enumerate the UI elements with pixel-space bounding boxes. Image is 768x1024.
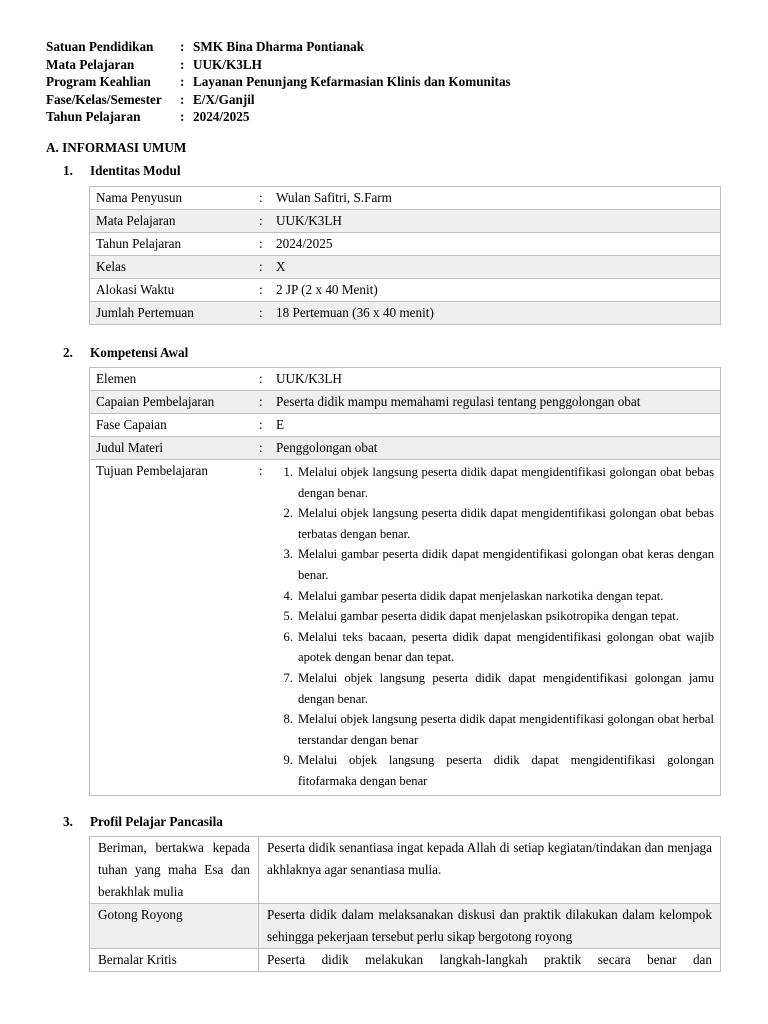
list-item: 1. Melalui objek langsung peserta didik dapat mengidentifikasi golongan obat bebas dengan benar. xyxy=(283,465,714,500)
row-key: Tujuan Pembelajaran xyxy=(90,460,254,796)
header-row: Program Keahlian : Layanan Penunjang Kefarmasian Klinis dan Komunitas xyxy=(46,74,511,89)
row-value: 2 JP (2 x 40 Menit) xyxy=(276,282,378,297)
table-row: Mata Pelajaran : UUK/K3LH xyxy=(90,210,721,233)
header-value: SMK Bina Dharma Pontianak xyxy=(193,39,365,54)
table-row: Elemen : UUK/K3LH xyxy=(90,368,721,391)
row-value: Peserta didik melakukan langkah-langkah praktik secara benar dan xyxy=(259,949,721,972)
table-row: Nama Penyusun : Wulan Safitri, S.Farm xyxy=(90,187,721,210)
table-row xyxy=(90,904,721,949)
header-value: UUK/K3LH xyxy=(193,56,262,72)
row-key: Judul Materi xyxy=(90,437,254,460)
row-value: Peserta didik mampu memahami regulasi tentang penggolongan obat xyxy=(276,394,641,409)
row-value: Peserta didik senantiasa ingat kepada Allah di setiap kegiatan/tindakan dan menjaga akhlaknya agar senantiasa mulia. xyxy=(259,837,721,904)
row-value: X xyxy=(276,259,286,274)
subsection-title: Kompetensi Awal xyxy=(90,345,189,360)
header-row: Tahun Pelajaran : 2024/2025 xyxy=(46,109,250,124)
tujuan-list xyxy=(271,462,714,792)
header-label: Program Keahlian xyxy=(46,74,151,89)
row-key: Nama Penyusun xyxy=(90,187,254,210)
subsection-number: 3. xyxy=(63,814,73,829)
kompetensi-table xyxy=(89,367,721,796)
subsection-title: Identitas Modul xyxy=(90,163,181,178)
section-title: A. INFORMASI UMUM xyxy=(46,140,187,155)
list-item: 7. Melalui objek langsung peserta didik dapat mengidentifikasi golongan jamu dengan benar. xyxy=(283,670,714,706)
table-row: Alokasi Waktu : 2 JP (2 x 40 Menit) xyxy=(90,279,721,302)
subsection-title: Profil Pelajar Pancasila xyxy=(90,814,223,829)
row-value: Penggolongan obat xyxy=(276,440,378,455)
header-value: E/X/Ganjil xyxy=(193,91,255,107)
table-row: Jumlah Pertemuan : 18 Pertemuan (36 x 40 menit) xyxy=(90,302,721,325)
profil-table xyxy=(89,836,721,972)
header-row: Fase/Kelas/Semester : E/X/Ganjil xyxy=(46,91,255,107)
row-key: Capaian Pembelajaran xyxy=(90,391,254,414)
table-row: Tahun Pelajaran : 2024/2025 xyxy=(90,233,721,256)
row-key: Tahun Pelajaran xyxy=(90,233,254,256)
identitas-table xyxy=(89,186,721,325)
subsection-number: 2. xyxy=(63,345,73,360)
table-row: Tujuan Pembelajaran : 1. Melalui objek langsung peserta didik dapat mengidentifikasi golongan obat bebas dengan benar. 2. Melalui objek langsung peserta didik dapat mengidentifikasi golongan obat bebas terbatas dengan benar. 3. Melalui gambar peserta didik dapat mengidentifikasi golongan obat keras dengan benar. 4. Melalui gambar peserta didik dapat menjelaskan narkotika dengan tepat. 5. Melalui gambar peserta didik dapat menjelaskan psikotropika dengan tepat. 6. Melalui teks bacaan, peserta didik dapat mengidentifikasi golongan obat wajib apotek dengan benar dan tepat. 7. Melalui objek langsung peserta didik dapat mengidentifikasi golongan jamu dengan benar. 8. Melalui objek langsung peserta didik dapat mengidentifikasi golongan obat herbal terstandar dengan benar 9. Melalui objek langsung peserta didik dapat mengidentifikasi golongan fitofarmaka dengan benar xyxy=(90,460,721,796)
list-item: 6. Melalui teks bacaan, peserta didik dapat mengidentifikasi golongan obat wajib apotek dengan benar dan tepat. xyxy=(283,629,714,665)
row-value: UUK/K3LH xyxy=(276,213,342,228)
table-row xyxy=(90,949,721,972)
row-key: Bernalar Kritis xyxy=(90,949,259,972)
header-label: Mata Pelajaran xyxy=(46,56,135,72)
list-item: 5. Melalui gambar peserta didik dapat menjelaskan psikotropika dengan tepat. xyxy=(283,609,679,624)
header-label: Satuan Pendidikan xyxy=(46,39,154,54)
row-value: Peserta didik dalam melaksanakan diskusi dan praktik dilakukan dalam kelompok sehingga pekerjaan tersebut perlu sikap bergotong royong xyxy=(259,904,721,949)
table-row xyxy=(90,837,721,904)
list-item: 2. Melalui objek langsung peserta didik dapat mengidentifikasi golongan obat bebas terbatas dengan benar. xyxy=(283,506,714,541)
row-value: Wulan Safitri, S.Farm xyxy=(276,190,392,205)
row-key: Mata Pelajaran xyxy=(90,210,254,233)
header-label: Fase/Kelas/Semester xyxy=(46,91,162,107)
list-item: 9. Melalui objek langsung peserta didik dapat mengidentifikasi golongan fitofarmaka dengan benar xyxy=(283,753,714,788)
table-row: Kelas : X xyxy=(90,256,721,279)
list-item: 4. Melalui gambar peserta didik dapat menjelaskan narkotika dengan tepat. xyxy=(283,588,664,603)
table-row: Judul Materi : Penggolongan obat xyxy=(90,437,721,460)
subsection-number: 1. xyxy=(63,163,73,178)
header-label: Tahun Pelajaran xyxy=(46,109,141,124)
row-value: UUK/K3LH xyxy=(276,371,342,386)
header-value: 2024/2025 xyxy=(193,109,250,124)
row-key: Jumlah Pertemuan xyxy=(90,302,254,325)
row-value: 2024/2025 xyxy=(276,236,333,251)
table-row: Fase Capaian : E xyxy=(90,414,721,437)
row-key: Elemen xyxy=(90,368,254,391)
row-key: Fase Capaian xyxy=(90,414,254,437)
row-value: 18 Pertemuan (36 x 40 menit) xyxy=(276,305,434,320)
header-value: Layanan Penunjang Kefarmasian Klinis dan Komunitas xyxy=(193,74,511,89)
row-key: Alokasi Waktu xyxy=(90,279,254,302)
document-header xyxy=(46,38,511,126)
header-row: Mata Pelajaran : UUK/K3LH xyxy=(46,56,262,72)
row-key: Beriman, bertakwa kepada tuhan yang maha Esa dan berakhlak mulia xyxy=(90,837,259,904)
table-row: Capaian Pembelajaran : Peserta didik mampu memahami regulasi tentang penggolongan obat xyxy=(90,391,721,414)
row-key: Gotong Royong xyxy=(90,904,259,949)
list-item: 8. Melalui objek langsung peserta didik dapat mengidentifikasi golongan obat herbal terstandar dengan benar xyxy=(283,712,714,747)
header-row: Satuan Pendidikan : SMK Bina Dharma Pontianak xyxy=(46,39,365,54)
row-key: Kelas xyxy=(90,256,254,279)
row-value: E xyxy=(276,417,285,432)
list-item: 3. Melalui gambar peserta didik dapat mengidentifikasi golongan obat keras dengan benar. xyxy=(283,547,714,582)
